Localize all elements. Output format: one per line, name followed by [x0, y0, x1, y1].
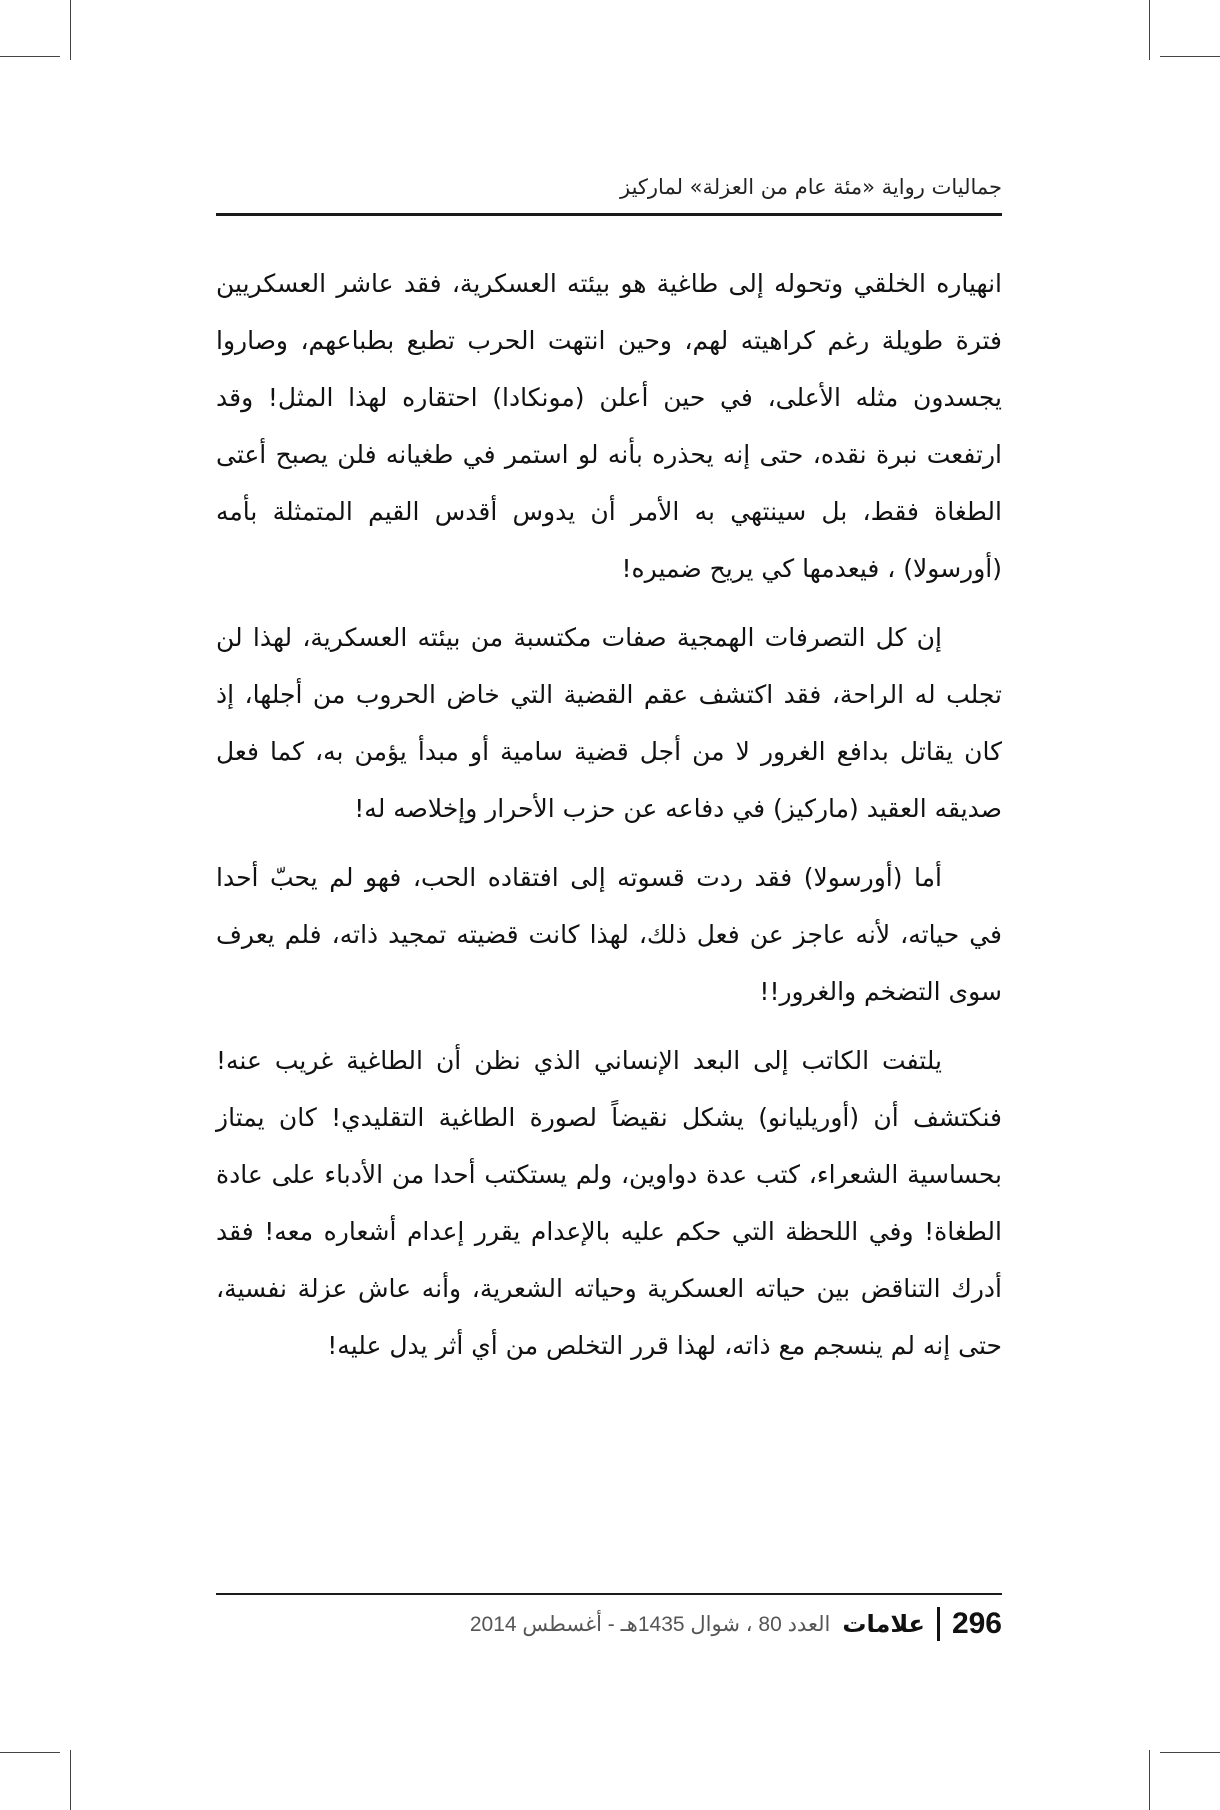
- paragraph: إن كل التصرفات الهمجية صفات مكتسبة من بيئته العسكرية، لهذا لن تجلب له الراحة، فقد اكتشف عقم القضية التي خاض الحروب من أجلها، إذ كان يقاتل بدافع الغرور لا من أجل قضية سامية أو مبدأ يؤمن به، كما فعل صديقه العقيد (ماركيز) في دفاعه عن حزب الأحرار وإخلاصه له!: [216, 623, 1002, 823]
- page-number: 296: [951, 1607, 1002, 1640]
- header-rule: [216, 213, 1002, 216]
- crop-mark: [1160, 1752, 1220, 1753]
- footer-separator: [937, 1607, 940, 1641]
- running-header: جماليات رواية «مئة عام من العزلة» لماركيز: [619, 175, 1002, 199]
- crop-mark: [0, 1752, 60, 1753]
- paragraph: يلتفت الكاتب إلى البعد الإنساني الذي نظن أن الطاغية غريب عنه! فنكتشف أن (أوريليانو) يشكل نقيضاً لصورة الطاغية التقليدي! كان يمتاز بحساسية الشعراء، كتب عدة دواوين، ولم يستكتب أحدا من الأدباء على عادة الطغاة! وفي اللحظة التي حكم عليه بالإعدام يقرر إعدام أشعاره معه! فقد أدرك التناقض بين حياته العسكرية وحياته الشعرية، وأنه عاش عزلة نفسية، حتى إنه لم ينسجم مع ذاته، لهذا قرر التخلص من أي أثر يدل عليه!: [216, 1046, 1002, 1360]
- page-footer: [216, 1604, 1002, 1644]
- journal-logo: علامات: [842, 1610, 925, 1638]
- crop-mark: [0, 56, 60, 57]
- crop-mark: [70, 1750, 71, 1810]
- crop-mark: [1149, 0, 1150, 60]
- footer-rule: [216, 1593, 1002, 1595]
- crop-mark: [70, 0, 71, 60]
- crop-mark: [1149, 1750, 1150, 1810]
- body-text: [216, 255, 1002, 1386]
- paragraph: انهياره الخلقي وتحوله إلى طاغية هو بيئته العسكرية، فقد عاشر العسكريين فترة طويلة رغم كراهيته لهم، وحين انتهت الحرب تطبع بطباعهم، وصاروا يجسدون مثله الأعلى، في حين أعلن (مونكادا) احتقاره لهذا المثل! وقد ارتفعت نبرة نقده، حتى إنه يحذره بأنه لو استمر في طغيانه فلن يصبح أعتى الطغاة فقط، بل سينتهي به الأمر أن يدوس أقدس القيم المتمثلة بأمه (أورسولا) ، فيعدمها كي يريح ضميره!: [216, 269, 1002, 583]
- paragraph: أما (أورسولا) فقد ردت قسوته إلى افتقاده الحب، فهو لم يحبّ أحدا في حياته، لأنه عاجز عن فعل ذلك، لهذا كانت قضيته تمجيد ذاته، فلم يعرف سوى التضخم والغرور!!: [216, 863, 1002, 1006]
- issue-info: العدد 80 ، شوال 1435هـ - أغسطس 2014: [469, 1612, 831, 1636]
- crop-mark: [1160, 56, 1220, 57]
